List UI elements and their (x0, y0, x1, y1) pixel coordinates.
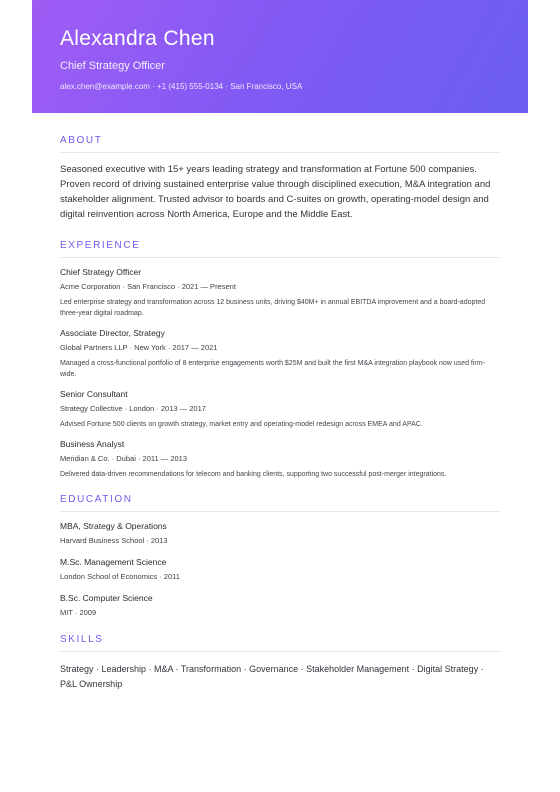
resume-body (60, 135, 500, 692)
education-degree: M.Sc. Management Science (60, 557, 167, 567)
about-heading: ABOUT (60, 135, 500, 153)
skills-list: Strategy · Leadership · M&A · Transformation · Governance · Stakeholder Management · Digital Strategy · P&L Ownership (60, 664, 484, 689)
education-degree: B.Sc. Computer Science (60, 593, 153, 603)
education-entry (60, 593, 500, 618)
skills-section (60, 634, 500, 692)
experience-description: Advised Fortune 500 clients on growth strategy, market entry and operating-model redesign across EMEA and APAC. (60, 421, 423, 428)
education-section (60, 494, 500, 618)
candidate-name: Alexandra Chen (60, 27, 215, 50)
experience-meta: Acme Corporation · San Francisco · 2021 — Present (60, 282, 236, 291)
experience-meta: Global Partners LLP · New York · 2017 — 2021 (60, 343, 218, 352)
about-text: Seasoned executive with 15+ years leading strategy and transformation at Fortune 500 companies. Proven record of driving sustained enterprise value through disciplined execution, M&A integration and stakeholder alignment. Trusted advisor to boards and C-suites on growth, operating-model design and digital reinvention across North America, Europe and the Middle East. (60, 164, 491, 220)
experience-role: Business Analyst (60, 439, 125, 449)
candidate-role: Chief Strategy Officer (60, 60, 165, 72)
education-entry (60, 521, 500, 546)
experience-entry (60, 439, 500, 480)
experience-role: Chief Strategy Officer (60, 267, 142, 277)
experience-description: Led enterprise strategy and transformation across 12 business units, driving $40M+ in annual EBITDA improvement and a board-adopted three-year digital roadmap. (60, 299, 486, 317)
education-meta: MIT · 2009 (60, 608, 97, 617)
education-entry (60, 557, 500, 582)
experience-description: Managed a cross-functional portfolio of 8 enterprise engagements worth $25M and built the first M&A integration playbook now used firm-wide. (60, 360, 485, 378)
experience-description: Delivered data-driven recommendations for telecom and banking clients, supporting two successful post-merger integrations. (60, 471, 447, 478)
skills-heading: SKILLS (60, 634, 500, 652)
contact-line: alex.chen@example.com · +1 (415) 555-0134 · San Francisco, USA (60, 82, 303, 91)
education-degree: MBA, Strategy & Operations (60, 521, 167, 531)
resume-header (32, 0, 528, 113)
experience-entry (60, 328, 500, 380)
education-heading: EDUCATION (60, 494, 500, 512)
experience-role: Senior Consultant (60, 389, 128, 399)
experience-heading: EXPERIENCE (60, 240, 500, 258)
experience-role: Associate Director, Strategy (60, 328, 165, 338)
about-section (60, 135, 500, 222)
experience-meta: Strategy Collective · London · 2013 — 2017 (60, 404, 206, 413)
experience-meta: Meridian & Co. · Dubai · 2011 — 2013 (60, 454, 188, 463)
experience-entry (60, 267, 500, 319)
experience-section (60, 240, 500, 480)
experience-entry (60, 389, 500, 430)
education-meta: London School of Economics · 2011 (60, 572, 180, 581)
education-meta: Harvard Business School · 2013 (60, 536, 168, 545)
